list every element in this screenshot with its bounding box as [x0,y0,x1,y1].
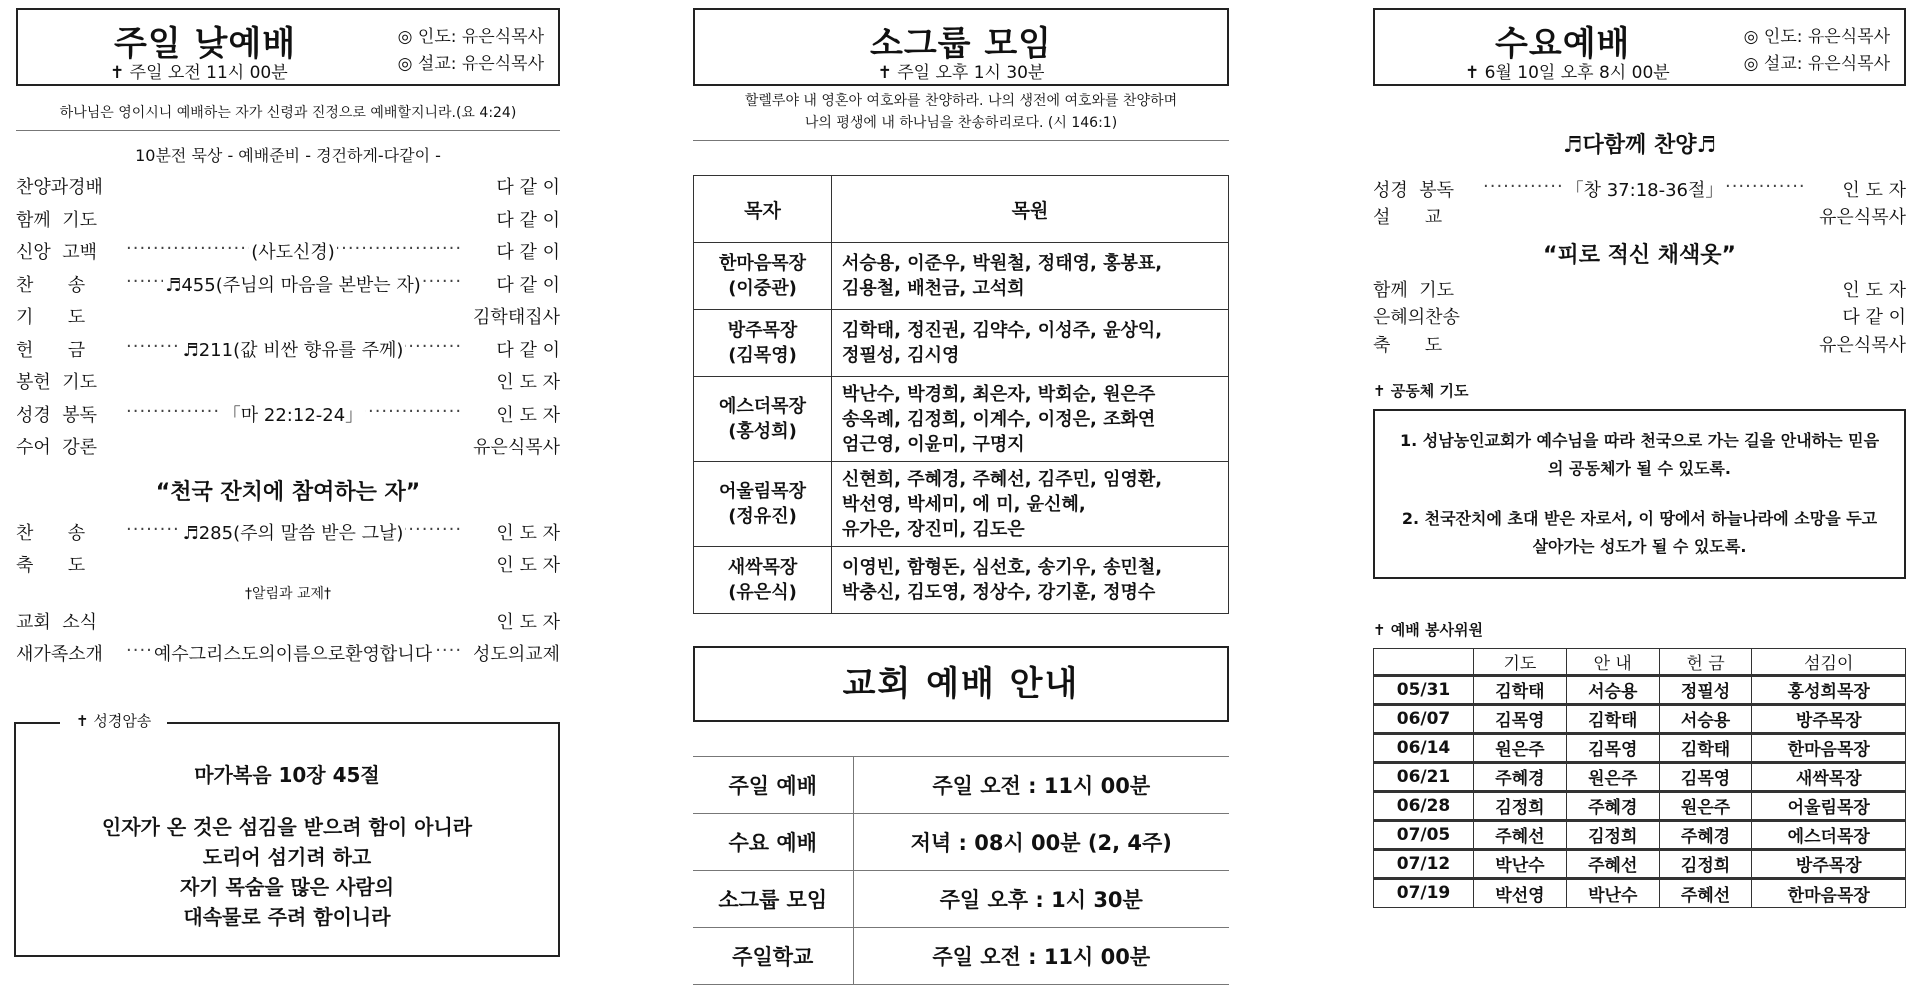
group-member-line: 박난수, 박경희, 최은자, 박회순, 원은주 [842,383,1156,405]
guide-label: 소그룹 모임 [693,871,853,928]
group-members-cell [832,462,1229,547]
program-role: 인 도 자 [496,555,560,577]
program-label: 성경 봉독 [1373,179,1454,201]
serve-cell: 주혜선 [1474,820,1567,849]
group-member-line: 김학태, 정진권, 김약수, 이성주, 윤상익, [842,320,1163,341]
serve-row [1374,762,1906,791]
program-label: 수어 강론 [16,437,97,459]
program-dots [126,238,460,264]
serve-cell: 김목영 [1566,733,1659,762]
program-row [16,300,560,333]
serve-cell: 주혜경 [1566,791,1659,820]
sunday-time: ✝ 주일 오전 11시 00분 [110,63,288,83]
program-row [16,637,560,670]
guide-row [693,814,1229,871]
group-leader: (정유진) [728,506,797,527]
program-role: 인 도 자 [496,372,560,394]
worship-guide-table [693,756,1229,985]
program-row [1373,203,1906,231]
group-member-line: 서승용, 이준우, 박원철, 정태영, 홍봉표, [842,253,1163,274]
program-label: 성경 봉독 [16,404,97,426]
wednesday-leader: ◎ 인도: 유은식목사 [1743,27,1890,47]
serve-row [1374,704,1906,733]
serve-cell: 홍성희목장 [1752,675,1906,704]
serve-cell: 원은주 [1474,733,1567,762]
scripture-label: ✝ 성경암송 [60,710,167,731]
group-name-cell [694,243,832,310]
serve-cell: 김목영 [1474,704,1567,733]
prayer-item: 1. 성남농인교회가 예수님을 따라 천국으로 가는 길을 안내하는 믿음의 공동체가 될 수 있도록. [1399,430,1880,478]
program-role: 인 도 자 [496,404,560,426]
program-role: 김학태집사 [473,307,560,329]
program-role: 유은식목사 [1819,334,1906,356]
sunday-program-announce [16,605,560,670]
serve-cell: 방주목장 [1752,849,1906,878]
program-detail: 「창 37:18-36절」 [1565,179,1724,201]
group-member-line: 박충신, 김도영, 정상수, 강기훈, 정명수 [842,582,1156,603]
smallgroup-row [694,377,1229,462]
program-row [16,430,560,463]
serve-cell: 정필성 [1659,675,1752,704]
serve-head-cell: 헌 금 [1659,648,1752,675]
program-label: 은혜의찬송 [1373,307,1460,329]
program-role: 인 도 자 [1842,279,1906,301]
guide-label: 수요 예배 [693,814,853,871]
serve-cell: 06/14 [1374,733,1474,762]
serve-cell: 05/31 [1374,675,1474,704]
program-row [16,516,560,549]
serve-cell: 주혜경 [1474,762,1567,791]
serve-head-cell: 기도 [1474,648,1567,675]
serve-cell: 07/19 [1374,878,1474,907]
program-detail: 「마 22:12-24」 [222,404,364,426]
wednesday-title: 수요예배 [1495,24,1631,64]
group-name-cell [694,462,832,547]
program-row [16,605,560,638]
smallgroup-title: 소그룹 모임 [869,24,1053,64]
smallgroup-time: ✝ 주일 오후 1시 30분 [877,63,1045,83]
announce-note: †알림과 교제† [244,585,332,602]
scripture-line: 대속물로 주려 함이니라 [183,904,391,929]
guide-value: 주일 오전 : 11시 00분 [853,928,1229,985]
group-member-line: 김용철, 배천금, 고석희 [842,278,1025,299]
sunday-preacher: ◎ 설교: 유은식목사 [397,54,544,74]
smallgroup-verse-line-2: 나의 평생에 내 하나님을 찬송하리로다. (시 146:1) [804,115,1118,131]
program-label: 헌 금 [16,339,86,361]
group-members-cell [832,310,1229,377]
scripture-line: 도리어 섬기려 하고 [202,844,372,869]
program-detail: (사도신경) [251,242,335,264]
program-role: 인 도 자 [496,611,560,633]
serve-cell: 원은주 [1659,791,1752,820]
serve-row [1374,878,1906,907]
serve-cell: 주혜경 [1659,820,1752,849]
serve-cell: 07/12 [1374,849,1474,878]
serve-cell: 박난수 [1474,849,1567,878]
serve-row [1374,849,1906,878]
serve-row [1374,820,1906,849]
members-header: 목원 [832,176,1229,243]
serve-cell: 어울림목장 [1752,791,1906,820]
program-role: 다 같 이 [1842,307,1906,329]
group-member-line: 유가은, 장진미, 김도은 [842,518,1025,540]
program-detail: 예수그리스도의이름으로환영합니다 [153,644,433,666]
program-row [1373,303,1906,331]
serve-cell: 주혜선 [1659,878,1752,907]
meditation-note: 10분전 묵상 - 예배준비 - 경건하게-다같이 - [135,146,441,165]
program-dots [126,640,460,666]
serve-cell: 방주목장 [1752,704,1906,733]
program-row [16,268,560,301]
serve-cell: 06/21 [1374,762,1474,791]
serve-row [1374,675,1906,704]
serve-cell: 한마음목장 [1752,878,1906,907]
sunday-title: 주일 낮예배 [114,24,297,64]
serve-cell: 김학태 [1474,675,1567,704]
serve-cell: 06/28 [1374,791,1474,820]
serve-label: ✝ 예배 봉사위원 [1373,620,1483,639]
scripture-box [14,722,560,957]
program-detail: ♬455(주님의 마음을 본받는 자) [165,274,421,296]
group-name-cell [694,547,832,614]
wednesday-program [1373,175,1906,230]
program-label: 찬양과경배 [16,177,103,199]
group-leader: (이중관) [728,278,797,299]
program-role: 다 같 이 [496,339,560,361]
serve-cell: 에스더목장 [1752,820,1906,849]
wednesday-time: ✝ 6월 10일 오후 8시 00분 [1465,63,1670,83]
serve-row [1374,733,1906,762]
serve-cell: 박난수 [1566,878,1659,907]
program-dots [126,271,460,297]
serve-table [1373,648,1906,908]
program-row [1373,175,1906,203]
program-detail: ♬211(값 비싼 향유를 주께) [182,339,404,361]
serve-cell: 원은주 [1566,762,1659,791]
program-dots [1483,176,1806,202]
program-row [16,333,560,366]
program-label: 봉헌 기도 [16,372,97,394]
serve-cell: 서승용 [1659,704,1752,733]
program-role: 다 같 이 [496,242,560,264]
smallgroup-row [694,462,1229,547]
wednesday-program-closing [1373,275,1906,358]
program-label: 신앙 고백 [16,242,97,264]
wednesday-preacher: ◎ 설교: 유은식목사 [1743,54,1890,74]
group-name: 방주목장 [727,320,798,341]
group-name: 어울림목장 [719,481,806,502]
group-leader: (유은식) [728,582,797,603]
serve-cell: 06/07 [1374,704,1474,733]
scripture-line: 인자가 온 것은 섬김을 받으려 함이 아니라 [101,814,473,839]
sunday-title-box [16,8,560,86]
group-member-line: 엄근영, 이윤미, 구명지 [842,433,1025,455]
guide-label: 주일학교 [693,928,853,985]
sunday-verse: 하나님은 영이시니 예배하는 자가 신령과 진정으로 예배할지니라.(요 4:24) [16,86,560,131]
program-row [16,548,560,581]
serve-head-cell: 안 내 [1566,648,1659,675]
program-row [16,365,560,398]
guide-label: 주일 예배 [693,757,853,814]
group-member-line: 박선영, 박세미, 에 미, 윤신혜, [842,493,1086,515]
program-label: 축 도 [1373,334,1443,356]
smallgroup-column [693,8,1229,985]
guide-row [693,928,1229,985]
sunday-sermon-title: “천국 잔치에 참여하는 자” [155,479,421,505]
wednesday-leaders [1744,24,1890,78]
group-leader: (김목영) [728,345,797,366]
serve-cell: 김학태 [1566,704,1659,733]
smallgroup-row [694,243,1229,310]
program-role: 다 같 이 [496,274,560,296]
sunday-leader: ◎ 인도: 유은식목사 [397,27,544,47]
group-members-cell [832,547,1229,614]
group-name-cell [694,377,832,462]
program-label: 새가족소개 [16,644,103,666]
program-dots [126,519,460,545]
serve-cell: 김정희 [1659,849,1752,878]
program-role: 인 도 자 [1842,179,1906,201]
prayer-item: 2. 천국잔치에 초대 받은 자로서, 이 땅에서 하늘나라에 소망을 두고 살아가는 성도가 될 수 있도록. [1401,508,1878,556]
group-name: 한마음목장 [719,253,806,274]
program-label: 함께 기도 [16,209,97,231]
worship-guide-title: 교회 예배 안내 [693,646,1229,722]
wednesday-title-box [1373,8,1906,86]
group-name: 에스더목장 [719,396,806,417]
program-label: 축 도 [16,555,86,577]
serve-cell: 주혜선 [1566,849,1659,878]
guide-row [693,757,1229,814]
scripture-section [16,694,560,974]
prayer-box [1373,409,1906,579]
program-row [16,170,560,203]
program-dots [126,401,460,427]
smallgroup-title-box [693,8,1229,86]
sunday-program-closing [16,516,560,581]
serve-cell: 김목영 [1659,762,1752,791]
program-label: 함께 기도 [1373,279,1454,301]
serve-cell: 김학태 [1659,733,1752,762]
praise-heading: ♬다함께 찬양♬ [1562,133,1717,158]
program-dots [126,336,460,362]
group-name-cell [694,310,832,377]
program-label: 찬 송 [16,522,86,544]
program-row [1373,275,1906,303]
program-role: 인 도 자 [496,522,560,544]
group-leader: (홍성희) [728,421,797,442]
program-row [16,203,560,236]
group-member-line: 송옥례, 김정희, 이계수, 이정은, 조화연 [842,408,1156,430]
group-member-line: 정필성, 김시영 [842,345,960,366]
program-row [1373,330,1906,358]
serve-head-row [1374,648,1906,675]
smallgroup-verse [693,86,1229,141]
wednesday-column [1373,8,1906,908]
serve-cell: 서승용 [1566,675,1659,704]
serve-cell: 한마음목장 [1752,733,1906,762]
smallgroup-table [693,175,1229,614]
scripture-ref: 마가복음 10장 45절 [194,762,380,787]
program-role: 다 같 이 [496,209,560,231]
guide-row [693,871,1229,928]
serve-head-cell: 섬김이 [1752,648,1906,675]
program-label: 설 교 [1373,207,1443,229]
program-label: 교회 소식 [16,611,97,633]
scripture-line: 자기 목숨을 많은 사람의 [179,874,395,899]
serve-cell: 김정희 [1566,820,1659,849]
prayer-label: ✝ 공동체 기도 [1373,381,1469,400]
program-role: 유은식목사 [473,437,560,459]
program-row [16,235,560,268]
program-role: 유은식목사 [1819,207,1906,229]
group-member-line: 신현희, 주혜경, 주혜선, 김주민, 임영환, [842,468,1163,490]
group-members-cell [832,243,1229,310]
guide-value: 주일 오전 : 11시 00분 [853,757,1229,814]
group-member-line: 이영빈, 함형돈, 심선호, 송기우, 송민철, [842,557,1163,578]
wednesday-sermon-title: “피로 적신 채색옷” [1542,243,1736,268]
serve-cell: 07/05 [1374,820,1474,849]
group-name: 새싹목장 [727,557,798,578]
program-label: 기 도 [16,307,86,329]
program-detail: ♬285(주의 말씀 받은 그날) [182,522,404,544]
serve-cell: 김정희 [1474,791,1567,820]
guide-value: 주일 오후 : 1시 30분 [853,871,1229,928]
program-role: 성도의교제 [473,644,560,666]
smallgroup-verse-line-1: 할렐루야 내 영혼아 여호와를 찬양하라. 나의 생전에 여호와를 찬양하며 [744,93,1178,109]
serve-head-cell [1374,648,1474,675]
sunday-program [16,170,560,463]
program-role: 다 같 이 [496,177,560,199]
guide-value: 저녁 : 08시 00분 (2, 4주) [853,814,1229,871]
program-label: 찬 송 [16,274,86,296]
smallgroup-row [694,310,1229,377]
serve-row [1374,791,1906,820]
group-header: 목자 [694,176,832,243]
scripture-text [16,812,558,932]
program-row [16,398,560,431]
serve-cell: 박선영 [1474,878,1567,907]
sunday-leaders [398,24,544,78]
sunday-worship-column [16,8,560,974]
smallgroup-row [694,547,1229,614]
smallgroup-table-head [694,176,1229,243]
serve-cell: 새싹목장 [1752,762,1906,791]
group-members-cell [832,377,1229,462]
